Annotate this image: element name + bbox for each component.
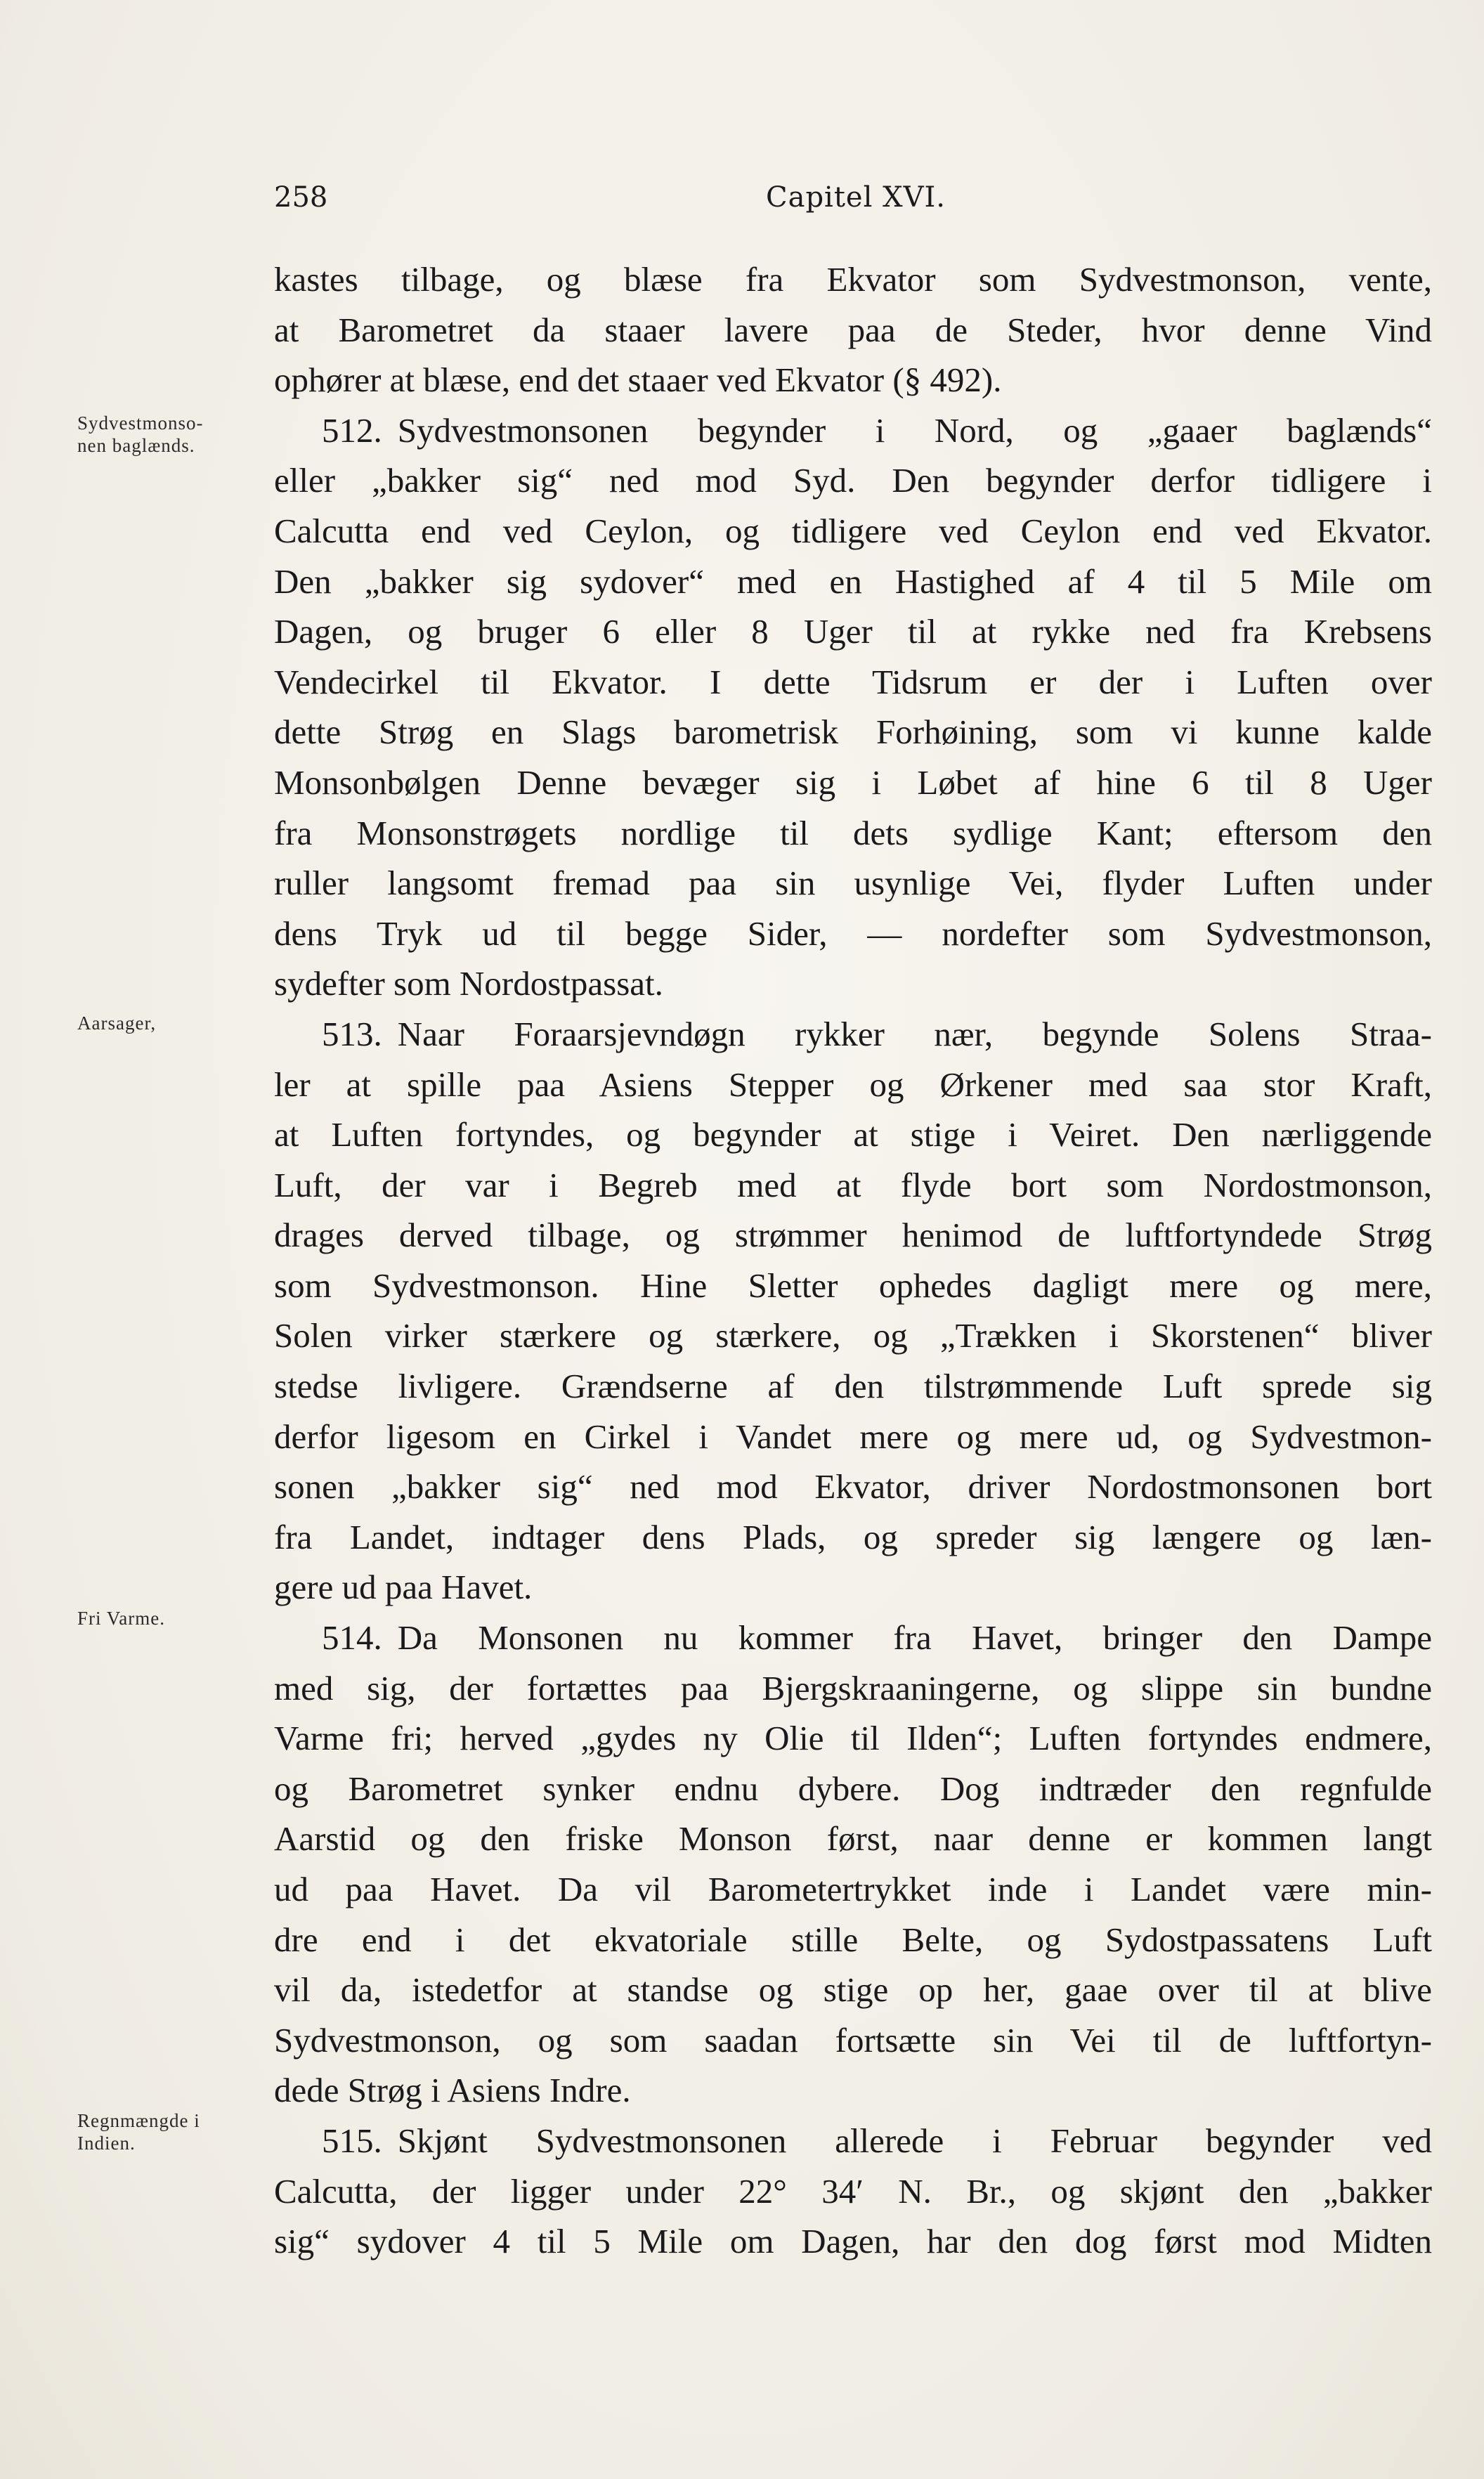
text-line: dede Strøg i Asiens Indre. <box>274 2071 631 2110</box>
text-line: gere ud paa Havet. <box>274 1568 533 1607</box>
text-line: og Barometret synker endnu dybere. Dog indtræder den regnfulde <box>274 1769 1432 1808</box>
text-line: Da Monsonen nu kommer fra Havet, bringer den Dampe <box>397 1618 1432 1658</box>
text-line: sonen „bakker sig“ ned mod Ekvator, driver Nordostmonsonen bort <box>274 1467 1432 1507</box>
text-line: fra Monsonstrøgets nordlige til dets sydlige Kant; eftersom den <box>274 813 1432 852</box>
text-line: at Luften fortyndes, og begynder at stige i Veiret. Den nærliggende <box>274 1115 1432 1154</box>
text-line: Aarstid og den friske Monson først, naar denne er kommen langt <box>274 1819 1432 1859</box>
text-line: dens Tryk ud til begge Sider, — nordefter som Sydvestmonson, <box>274 913 1432 953</box>
text-line: dre end i det ekvatoriale stille Belte, og Sydostpassatens Luft <box>274 1920 1432 1959</box>
page-number: 258 <box>274 181 328 214</box>
text-line: Vendecirkel til Ekvator. I dette Tidsrum er der i Luften over <box>274 662 1432 701</box>
marginal-line: Fri Varme. <box>77 1608 165 1629</box>
marginal-note-aarsager <box>77 1012 267 1034</box>
marginal-line: Indien. <box>77 2133 136 2154</box>
text-line: dette Strøg en Slags barometrisk Forhøining, som vi kunne kalde <box>274 713 1432 752</box>
paragraph-number: 513. <box>322 1014 382 1053</box>
text-line: kastes tilbage, og blæse fra Ekvator som Sydvestmonson, vente, <box>274 260 1432 299</box>
text-line: Sydvestmonsonen begynder i Nord, og „gaaer baglænds“ <box>397 410 1432 450</box>
text-line: ud paa Havet. Da vil Barometertrykket inde i Landet være min- <box>274 1870 1432 1908</box>
paragraph-number: 515. <box>322 2121 382 2160</box>
text-line: derfor ligesom en Cirkel i Vandet mere og mere ud, og Sydvestmon- <box>274 1417 1432 1456</box>
paragraph-first-line <box>274 2116 1432 2166</box>
text-line: fra Landet, indtager dens Plads, og spreder sig længere og læn- <box>274 1517 1432 1556</box>
text-line: at Barometret da staaer lavere paa de Steder, hvor denne Vind <box>274 310 1432 349</box>
text-line: Luft, der var i Begreb med at flyde bort som Nordostmonson, <box>274 1165 1432 1204</box>
text-line: Dagen, og bruger 6 eller 8 Uger til at rykke ned fra Krebsens <box>274 612 1432 651</box>
marginal-line: nen baglænds. <box>77 435 195 456</box>
text-line: stedse livligere. Grændserne af den tilstrømmende Luft sprede sig <box>274 1367 1432 1406</box>
text-line: sig“ sydover 4 til 5 Mile om Dagen, har den dog først mod Midten <box>274 2222 1432 2261</box>
paragraph-first-line <box>274 1613 1432 1663</box>
text-line: Solen virker stærkere og stærkere, og „Trækken i Skorstenen“ bliver <box>274 1316 1432 1355</box>
text-line: eller „bakker sig“ ned mod Syd. Den begynder derfor tidligere i <box>274 461 1432 500</box>
marginal-note-fri-varme <box>77 1607 267 1629</box>
paragraph-number: 512. <box>322 410 382 450</box>
text-line: Naar Foraarsjevndøgn rykker nær, begynde Solens Straa- <box>397 1014 1432 1053</box>
text-line: ruller langsomt fremad paa sin usynlige Vei, flyder Luften under <box>274 864 1432 903</box>
text-line: Monsonbølgen Denne bevæger sig i Løbet af hine 6 til 8 Uger <box>274 762 1432 802</box>
text-line: Skjønt Sydvestmonsonen allerede i Februar begynder ved <box>397 2121 1432 2160</box>
marginal-line: Aarsager, <box>77 1013 157 1034</box>
marginal-line: Sydvestmonso- <box>77 412 204 434</box>
text-line: med sig, der fortættes paa Bjergskraaningerne, og slippe sin bundne <box>274 1668 1432 1707</box>
paragraph-first-line <box>274 405 1432 456</box>
marginal-note-sydvestmonsonen <box>77 412 267 457</box>
text-line: Den „bakker sig sydover“ med en Hastighed af 4 til 5 Mile om <box>274 561 1432 601</box>
text-line: ophører at blæse, end det staaer ved Ekvator (§ 492). <box>274 360 1002 400</box>
text-line: som Sydvestmonson. Hine Sletter ophedes dagligt mere og mere, <box>274 1265 1432 1305</box>
text-line: sydefter som Nordostpassat. <box>274 964 663 1003</box>
text-line: Calcutta, der ligger under 22° 34′ N. Br., og skjønt den „bakker <box>274 2171 1432 2211</box>
paragraph-first-line <box>274 1009 1432 1060</box>
paragraph-number: 514. <box>322 1618 382 1658</box>
text-line: drages derved tilbage, og strømmer henimod de luftfortyndede Strøg <box>274 1216 1432 1255</box>
marginal-line: Regnmængde i <box>77 2110 200 2131</box>
running-head: Capitel XVI. <box>766 181 946 214</box>
text-line: ler at spille paa Asiens Stepper og Ørkener med saa stor Kraft, <box>274 1065 1432 1104</box>
text-line: Sydvestmonson, og som saadan fortsætte sin Vei til de luftfortyn- <box>274 2020 1432 2060</box>
text-line: Calcutta end ved Ceylon, og tidligere ved Ceylon end ved Ekvator. <box>274 511 1432 550</box>
page-header <box>274 181 1426 223</box>
text-line: Varme fri; herved „gydes ny Olie til Ilden“; Luften fortyndes endmere, <box>274 1719 1432 1758</box>
body-text <box>274 254 1432 2267</box>
text-line: vil da, istedetfor at standse og stige op her, gaae over til at blive <box>274 1970 1432 2010</box>
marginal-note-regnmaengde <box>77 2109 267 2154</box>
